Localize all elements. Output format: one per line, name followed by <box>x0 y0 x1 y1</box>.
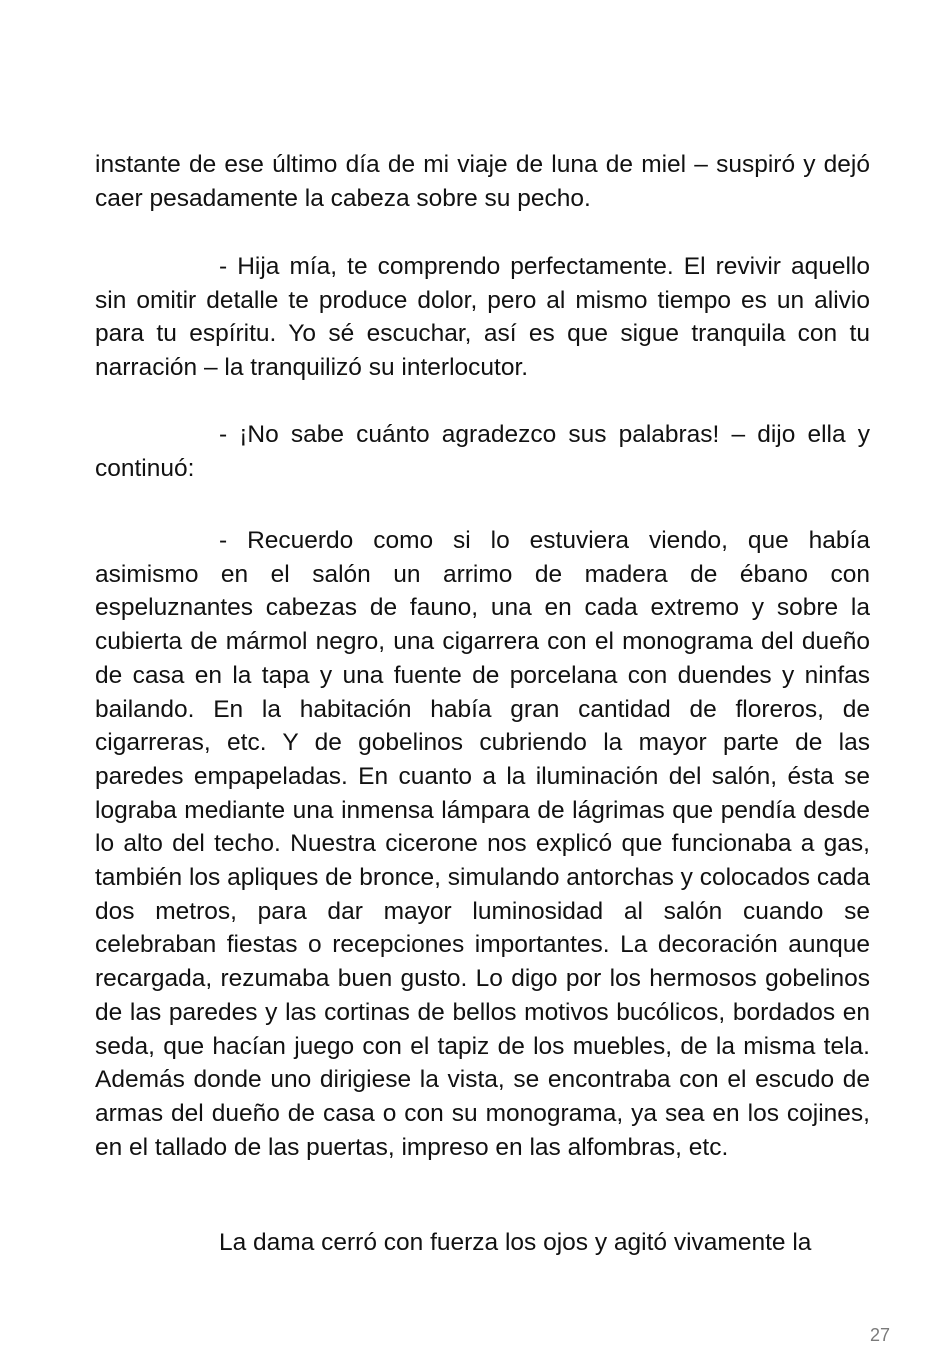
paragraph-dialogue-lady: - ¡No sabe cuánto agradezco sus palabras! – dijo ella y continuó: <box>95 421 870 482</box>
paragraph-salon-description: - Recuerdo como si lo estuviera viendo, que había asimismo en el salón un arrimo de madera de ébano con espeluznantes cabezas de fauno, una en cada extremo y sobre la cubierta de mármol negro, una cigarrera con el monograma del dueño de casa en la tapa y una fuente de porcelana con duendes y ninfas bailando. En la habitación había gran cantidad de floreros, de cigarreras, etc. Y de gobelinos cubriendo la mayor parte de las paredes empapeladas. En cuanto a la iluminación del salón, ésta se lograba mediante una inmensa lámpara de lágrimas que pendía desde lo alto del techo. Nuestra cicerone nos explicó que funcionaba a gas, también los apliques de bronce, simulando antorchas y colocados cada dos metros, para dar mayor luminosidad al salón cuando se celebraban fiestas o recepciones importantes. La decoración aunque recargada, rezumaba buen gusto. Lo digo por los hermosos gobelinos de las paredes y las cortinas de bellos motivos bucólicos, bordados en seda, que hacían juego con el tapiz de los muebles, de la misma tela. Además donde uno dirigiese la vista, se encontraba con el escudo de armas del dueño de casa o con su monograma, ya sea en los cojines, en el tallado de las puertas, impreso en las alfombras, etc. <box>95 527 870 1161</box>
page-number: 27 <box>869 1325 890 1345</box>
paragraph-closing: La dama cerró con fuerza los ojos y agitó vivamente la <box>219 1229 812 1256</box>
paragraph-dialogue-interlocutor: - Hija mía, te comprendo perfectamente. El revivir aquello sin omitir detalle te produce dolor, pero al mismo tiempo es un alivio para tu espíritu. Yo sé escuchar, así es que sigue tranquila con tu narración – la tranquilizó su interlocutor. <box>95 253 870 382</box>
paragraph-continuation: instante de ese último día de mi viaje de luna de miel – suspiró y dejó caer pesadamente la cabeza sobre su pecho. <box>95 151 870 212</box>
